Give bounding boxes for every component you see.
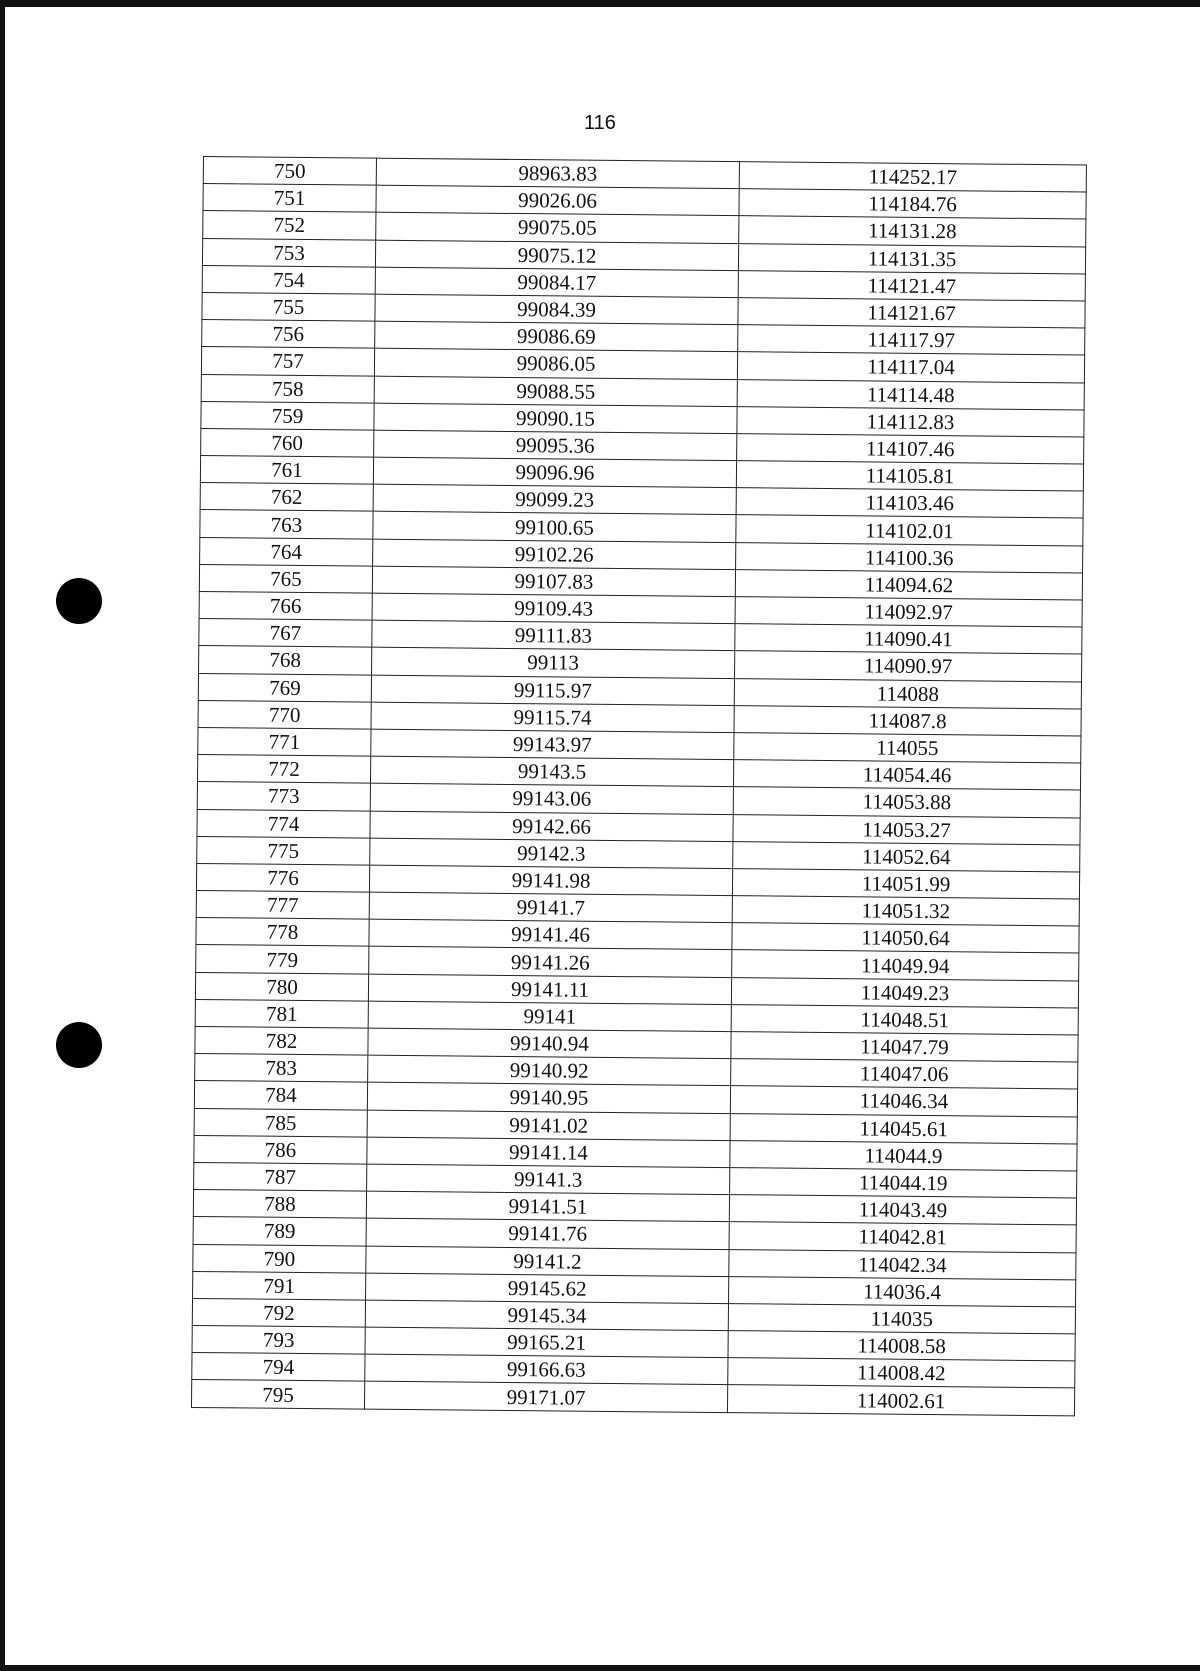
y-coordinate-cell: 114036.4 xyxy=(729,1276,1076,1307)
x-coordinate-cell: 99111.83 xyxy=(372,620,735,651)
y-coordinate-cell: 114047.79 xyxy=(731,1032,1078,1063)
x-coordinate-cell: 99075.12 xyxy=(375,240,738,271)
y-coordinate-cell: 114044.9 xyxy=(730,1140,1077,1171)
x-coordinate-cell: 99141.11 xyxy=(368,974,731,1005)
point-number-cell: 782 xyxy=(195,1026,368,1055)
point-number-cell: 793 xyxy=(192,1326,365,1355)
x-coordinate-cell: 99141 xyxy=(368,1001,731,1032)
point-number-cell: 775 xyxy=(197,836,370,865)
x-coordinate-cell: 99143.06 xyxy=(370,783,733,814)
x-coordinate-cell: 99143.97 xyxy=(371,729,734,760)
x-coordinate-cell: 99099.23 xyxy=(373,484,736,515)
y-coordinate-cell: 114094.62 xyxy=(735,569,1082,600)
point-number-cell: 791 xyxy=(193,1271,366,1300)
y-coordinate-cell: 114121.47 xyxy=(738,270,1085,301)
point-number-cell: 781 xyxy=(195,999,368,1028)
y-coordinate-cell: 114131.35 xyxy=(738,243,1085,274)
point-number-cell: 789 xyxy=(193,1217,366,1246)
x-coordinate-cell: 99141.26 xyxy=(369,947,732,978)
point-number-cell: 790 xyxy=(193,1244,366,1273)
y-coordinate-cell: 114048.51 xyxy=(731,1004,1078,1035)
point-number-cell: 769 xyxy=(198,673,371,702)
point-number-cell: 765 xyxy=(199,564,372,593)
point-number-cell: 750 xyxy=(203,157,376,186)
x-coordinate-cell: 99075.05 xyxy=(376,213,739,244)
y-coordinate-cell: 114051.32 xyxy=(732,896,1079,927)
point-number-cell: 753 xyxy=(202,238,375,267)
x-coordinate-cell: 99107.83 xyxy=(372,566,735,597)
y-coordinate-cell: 114121.67 xyxy=(738,298,1085,329)
y-coordinate-cell: 114107.46 xyxy=(737,434,1084,465)
x-coordinate-cell: 99141.98 xyxy=(369,865,732,896)
y-coordinate-cell: 114117.97 xyxy=(738,325,1085,356)
punch-hole xyxy=(56,1022,102,1068)
x-coordinate-cell: 99142.66 xyxy=(370,811,733,842)
point-number-cell: 772 xyxy=(197,755,370,784)
point-number-cell: 761 xyxy=(200,456,373,485)
point-number-cell: 756 xyxy=(202,320,375,349)
point-number-cell: 774 xyxy=(197,809,370,838)
y-coordinate-cell: 114184.76 xyxy=(739,189,1086,220)
scan-border-bottom xyxy=(0,1665,1200,1671)
point-number-cell: 754 xyxy=(202,265,375,294)
x-coordinate-cell: 99113 xyxy=(372,648,735,679)
point-number-cell: 795 xyxy=(191,1380,364,1409)
y-coordinate-cell: 114090.97 xyxy=(735,651,1082,682)
x-coordinate-cell: 99141.76 xyxy=(366,1218,729,1249)
page-number: 116 xyxy=(584,112,616,134)
point-number-cell: 762 xyxy=(200,483,373,512)
x-coordinate-cell: 99145.62 xyxy=(366,1273,729,1304)
y-coordinate-cell: 114114.48 xyxy=(737,379,1084,410)
point-number-cell: 757 xyxy=(201,347,374,376)
point-number-cell: 771 xyxy=(198,727,371,756)
x-coordinate-cell: 99090.15 xyxy=(374,403,737,434)
y-coordinate-cell: 114042.34 xyxy=(729,1249,1076,1280)
coordinates-table xyxy=(191,156,1087,1416)
x-coordinate-cell: 99086.69 xyxy=(375,321,738,352)
y-coordinate-cell: 114049.23 xyxy=(731,977,1078,1008)
coordinates-table-container xyxy=(191,156,1083,1416)
point-number-cell: 786 xyxy=(194,1135,367,1164)
point-number-cell: 763 xyxy=(200,510,373,539)
x-coordinate-cell: 99141.46 xyxy=(369,919,732,950)
x-coordinate-cell: 99100.65 xyxy=(373,512,736,543)
x-coordinate-cell: 99096.96 xyxy=(373,457,736,488)
x-coordinate-cell: 99095.36 xyxy=(374,430,737,461)
x-coordinate-cell: 99086.05 xyxy=(374,348,737,379)
x-coordinate-cell: 99141.7 xyxy=(369,892,732,923)
x-coordinate-cell: 99141.51 xyxy=(366,1191,729,1222)
x-coordinate-cell: 99140.92 xyxy=(368,1055,731,1086)
y-coordinate-cell: 114052.64 xyxy=(733,841,1080,872)
table-body xyxy=(191,157,1086,1416)
x-coordinate-cell: 99115.74 xyxy=(371,702,734,733)
x-coordinate-cell: 99141.3 xyxy=(367,1164,730,1195)
y-coordinate-cell: 114035 xyxy=(728,1303,1075,1334)
point-number-cell: 752 xyxy=(203,211,376,240)
point-number-cell: 785 xyxy=(194,1108,367,1137)
y-coordinate-cell: 114090.41 xyxy=(735,624,1082,655)
x-coordinate-cell: 99109.43 xyxy=(372,593,735,624)
x-coordinate-cell: 99166.63 xyxy=(365,1354,728,1385)
x-coordinate-cell: 99145.34 xyxy=(365,1300,728,1331)
scan-border-top xyxy=(0,0,1200,7)
x-coordinate-cell: 99026.06 xyxy=(376,185,739,216)
y-coordinate-cell: 114088 xyxy=(734,678,1081,709)
y-coordinate-cell: 114117.04 xyxy=(737,352,1084,383)
point-number-cell: 766 xyxy=(199,591,372,620)
point-number-cell: 783 xyxy=(195,1054,368,1083)
point-number-cell: 760 xyxy=(201,428,374,457)
point-number-cell: 792 xyxy=(192,1298,365,1327)
y-coordinate-cell: 114053.27 xyxy=(733,814,1080,845)
x-coordinate-cell: 99140.94 xyxy=(368,1028,731,1059)
point-number-cell: 764 xyxy=(200,537,373,566)
x-coordinate-cell: 99141.2 xyxy=(366,1246,729,1277)
point-number-cell: 751 xyxy=(203,184,376,213)
y-coordinate-cell: 114042.81 xyxy=(729,1222,1076,1253)
y-coordinate-cell: 114087.8 xyxy=(734,705,1081,736)
point-number-cell: 759 xyxy=(201,401,374,430)
x-coordinate-cell: 99171.07 xyxy=(364,1382,727,1413)
y-coordinate-cell: 114047.06 xyxy=(731,1059,1078,1090)
point-number-cell: 768 xyxy=(199,646,372,675)
x-coordinate-cell: 99142.3 xyxy=(370,838,733,869)
point-number-cell: 758 xyxy=(201,374,374,403)
y-coordinate-cell: 114092.97 xyxy=(735,597,1082,628)
x-coordinate-cell: 99140.95 xyxy=(367,1082,730,1113)
y-coordinate-cell: 114100.36 xyxy=(736,542,1083,573)
point-number-cell: 778 xyxy=(196,918,369,947)
point-number-cell: 770 xyxy=(198,700,371,729)
y-coordinate-cell: 114045.61 xyxy=(730,1113,1077,1144)
y-coordinate-cell: 114046.34 xyxy=(730,1086,1077,1117)
y-coordinate-cell: 114053.88 xyxy=(733,787,1080,818)
x-coordinate-cell: 99143.5 xyxy=(370,756,733,787)
y-coordinate-cell: 114002.61 xyxy=(727,1385,1074,1416)
point-number-cell: 773 xyxy=(197,782,370,811)
point-number-cell: 777 xyxy=(196,891,369,920)
point-number-cell: 767 xyxy=(199,619,372,648)
scan-border-left xyxy=(0,0,5,1671)
y-coordinate-cell: 114050.64 xyxy=(732,923,1079,954)
x-coordinate-cell: 99115.97 xyxy=(371,675,734,706)
x-coordinate-cell: 99088.55 xyxy=(374,376,737,407)
x-coordinate-cell: 99165.21 xyxy=(365,1327,728,1358)
y-coordinate-cell: 114043.49 xyxy=(729,1195,1076,1226)
y-coordinate-cell: 114049.94 xyxy=(732,950,1079,981)
point-number-cell: 776 xyxy=(196,863,369,892)
y-coordinate-cell: 114055 xyxy=(734,733,1081,764)
y-coordinate-cell: 114054.46 xyxy=(733,760,1080,791)
x-coordinate-cell: 99141.14 xyxy=(367,1137,730,1168)
x-coordinate-cell: 99141.02 xyxy=(367,1110,730,1141)
point-number-cell: 794 xyxy=(192,1353,365,1382)
y-coordinate-cell: 114105.81 xyxy=(736,461,1083,492)
punch-hole xyxy=(56,578,102,624)
y-coordinate-cell: 114131.28 xyxy=(739,216,1086,247)
point-number-cell: 787 xyxy=(194,1162,367,1191)
point-number-cell: 755 xyxy=(202,292,375,321)
y-coordinate-cell: 114103.46 xyxy=(736,488,1083,519)
y-coordinate-cell: 114252.17 xyxy=(739,162,1086,193)
y-coordinate-cell: 114044.19 xyxy=(730,1168,1077,1199)
y-coordinate-cell: 114102.01 xyxy=(736,515,1083,546)
y-coordinate-cell: 114008.58 xyxy=(728,1331,1075,1362)
y-coordinate-cell: 114008.42 xyxy=(728,1358,1075,1389)
point-number-cell: 788 xyxy=(193,1190,366,1219)
y-coordinate-cell: 114112.83 xyxy=(737,406,1084,437)
x-coordinate-cell: 99084.39 xyxy=(375,294,738,325)
x-coordinate-cell: 99102.26 xyxy=(373,539,736,570)
point-number-cell: 780 xyxy=(195,972,368,1001)
point-number-cell: 779 xyxy=(196,945,369,974)
x-coordinate-cell: 98963.83 xyxy=(376,158,739,189)
y-coordinate-cell: 114051.99 xyxy=(732,868,1079,899)
x-coordinate-cell: 99084.17 xyxy=(375,267,738,298)
point-number-cell: 784 xyxy=(194,1081,367,1110)
